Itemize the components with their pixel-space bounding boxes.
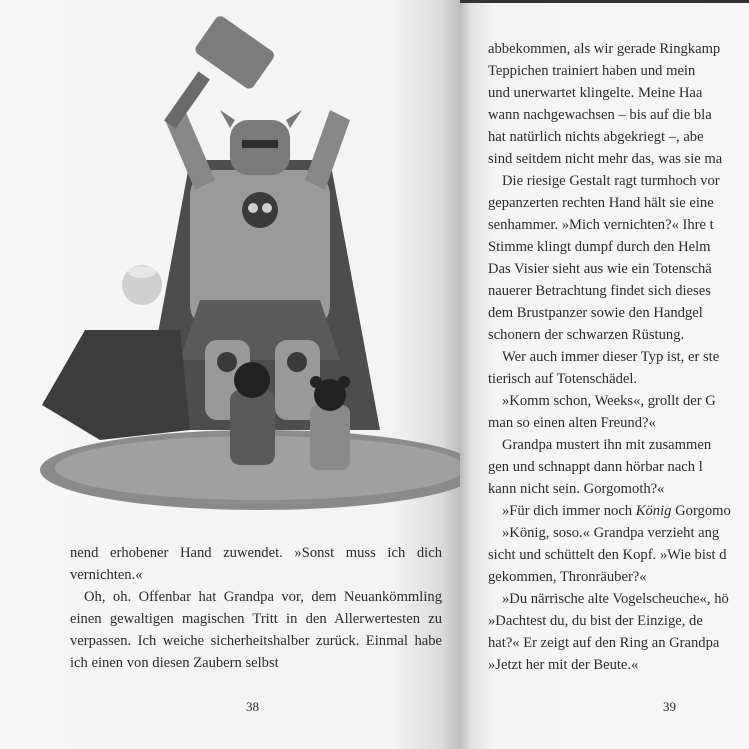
text-line: sicht und schüttelt den Kopf. »Wie bist d (488, 547, 727, 563)
top-rule (460, 0, 749, 3)
book-illustration (30, 10, 460, 510)
right-page (460, 0, 749, 749)
text-line: und unerwartet klingelte. Meine Haa (488, 85, 703, 101)
text-line: Teppichen trainiert haben und mein (488, 63, 696, 79)
text-line: man so einen alten Freund?« (488, 415, 656, 431)
text-line: gepanzerten rechten Hand hält sie eine (488, 195, 714, 211)
page-number: 38 (246, 699, 259, 714)
paragraph: Oh, oh. Offenbar hat Grandpa vor, dem Neuankömmling einen gewaltigen magischen Tritt in den Allerwertesten zu verpassen. Ich weiche sicherheitshalber zurück. Einmal habe ich einen von diesen Zaubern selbst (70, 589, 442, 671)
left-page-text (70, 542, 442, 674)
right-page-text (488, 38, 749, 676)
text-line: kann nicht sein. Gorgomoth?« (488, 481, 665, 497)
text-line: Das Visier sieht aus wie ein Totenschä (488, 261, 712, 277)
text-line: abbekommen, als wir gerade Ringkamp (488, 41, 721, 57)
text-line: dem Brustpanzer sowie den Handgel (488, 305, 703, 321)
text-line: »König, soso.« Grandpa verzieht ang (502, 525, 720, 541)
text-line: Grandpa mustert ihn mit zusammen (502, 437, 712, 453)
text-line: hat natürlich nichts abgekriegt –, abe (488, 129, 704, 145)
text-line: nauerer Betrachtung findet sich dieses (488, 283, 711, 299)
text-line: gekommen, Thronräuber?« (488, 569, 647, 585)
text-line: senhammer. »Mich vernichten?« Ihre t (488, 217, 714, 233)
text-line: Stimme klingt dumpf durch den Helm (488, 239, 711, 255)
text-run: Gorgomo (671, 503, 731, 519)
text-line: tierisch auf Totenschädel. (488, 371, 638, 387)
text-line: »Dachtest du, du bist der Einzige, de (488, 613, 703, 629)
text-line: schonern der schwarzen Rüstung. (488, 327, 685, 343)
text-line: gen und schnappt dann hörbar nach l (488, 459, 703, 475)
text-line: Die riesige Gestalt ragt turmhoch vor (502, 173, 720, 189)
text-line: »Jetzt her mit der Beute.« (488, 657, 639, 673)
paragraph: nend erhobener Hand zuwendet. »Sonst muss ich dich vernichten.« (70, 545, 442, 583)
text-line: wann nachgewachsen – bis auf die bla (488, 107, 712, 123)
text-line: Wer auch immer dieser Typ ist, er ste (502, 349, 720, 365)
text-run: »Für dich immer noch (502, 503, 636, 519)
text-line: »Komm schon, Weeks«, grollt der G (502, 393, 716, 409)
text-line: hat?« Er zeigt auf den Ring an Grandpa (488, 635, 720, 651)
text-line: »Du närrische alte Vogelscheuche«, hö (502, 591, 729, 607)
text-line (488, 500, 749, 522)
page-number: 39 (663, 699, 676, 714)
text-line: sind seitdem nicht mehr das, was sie ma (488, 151, 723, 167)
emphasis: König (635, 503, 672, 519)
